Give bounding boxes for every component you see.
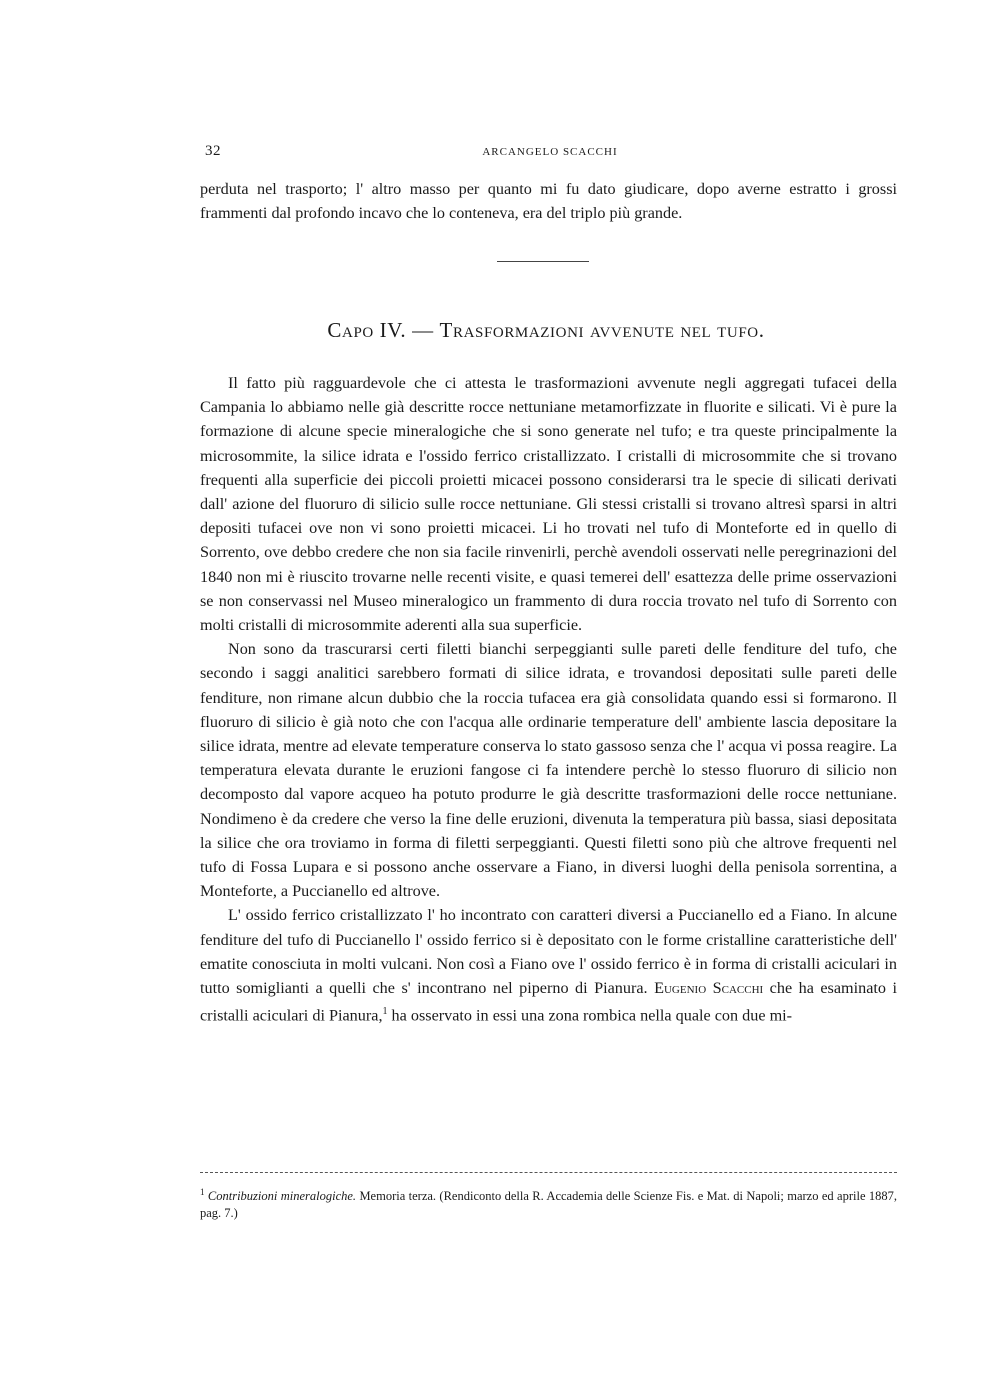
footnote-text: Memoria terza. (Rendiconto della R. Accademia delle Scienze Fis. e Mat. di Napoli; marzo ed aprile 1887, pag. 7.) [200,1189,897,1221]
body-paragraph-last [200,903,897,1027]
body-paragraph: Il fatto più ragguardevole che ci attesta le trasformazioni avvenute negli aggregati tufacei della Campania lo abbiamo nelle già descritte rocce nettuniane metamorfizzate in fluorite e silicati. Vi è pure la formazione di alcune specie mineralogiche che si sono generate nel tufo; e tra queste principalmente la microsommite, la silice idrata e l'ossido ferrico cristallizzato. I cristalli di microsommite che si trovano frequenti alla superficie dei piccoli proietti micacei possono considerarsi tra le specie di silicati derivati dall' azione del fluoruro di silicio sulle rocce nettuniane. Gli stessi cristalli si trovano altresì sparsi in altri depositi tufacei ove non vi sono proietti micacei. Li ho trovati nel tufo di Monteforte ed in quello di Sorrento, ove debbo credere che non sia facile rinvenirli, perchè avendoli osservati nelle peregrinazioni del 1840 non mi è riuscito trovarne nelle recenti visite, e quasi temerei dell' esattezza delle prime osservazioni se non conservassi nel Museo mineralogico un frammento di dura roccia trovato nel tufo di Sorrento con molti cristalli di microsommite aderenti alla sua superficie. [200,374,897,635]
footnote-mark: 1 [200,1187,205,1197]
footnote [200,1184,897,1222]
section-separator-rule [497,261,589,262]
page-number: 32 [205,143,221,159]
footnote-divider [200,1172,897,1173]
chapter-title: Trasformazioni avvenute nel tufo. [439,318,765,342]
chapter-body [200,371,897,1028]
chapter-dash: — [412,318,434,342]
body-paragraph: Non sono da trascurarsi certi filetti bianchi serpeggianti sulle pareti delle fenditure del tufo, che secondo i saggi analitici sarebbero formati di silice idrata, e trovandosi depositati sulle pareti delle fenditure, non rimane alcun dubbio che la roccia tufacea era già consolidata quando essi si formarono. Il fluoruro di silicio è già noto che con l'acqua alle ordinarie temperature dell' ambiente lascia depositare la silice idrata, mentre ad elevate temperature conserva lo stato gassoso senza che l' acqua vi possa reagire. La temperatura elevata durante le eruzioni fangose ci fa intendere perchè lo stesso fluoruro di silicio non decomposto dal vapore acqueo ha potuto produrre le già descritte trasformazioni delle rocce nettuniane. Nondimeno è da credere che verso la fine delle eruzioni, divenuta la temperatura più bassa, siasi depositata la silice che ora troviamo in forma di filetti serpeggianti. Questi filetti sono più che altrove frequenti nel tufo di Fossa Lupara e si possono anche osservare a Fiano, in diversi luoghi della penisola sorrentina, a Monteforte, a Puccianello ed altrove. [200,640,897,901]
paragraph-text: L' ossido ferrico cristallizzato l' ho incontrato con caratteri diversi a Puccianello ed a Fiano. In alcune fenditure del tufo di Puccianello l' ossido ferrico si è depositato con le forme cristalline caratteristiche dell' ematite conosciuta in molti vulcani. Non così a Fiano ove l' ossido ferrico è in forma di cristalli aciculari in tutto somiglianti a quelli che s' incontrano nel piperno di Pianura. [200,906,897,998]
footnote-reference[interactable]: 1 [382,1006,388,1018]
continuation-text-block [200,177,897,225]
paragraph-text: che ha esaminato i cristalli aciculari di Pianura, [200,979,897,1025]
running-title: ARCANGELO SCACCHI [482,146,618,158]
footnote-title: Contribuzioni mineralogiche. [207,1189,357,1204]
continuation-paragraph: perduta nel trasporto; l' altro masso per quanto mi fu dato giudicare, dopo averne estratto i grossi frammenti dal profondo incavo che lo conteneva, era del triplo più grande. [200,180,897,223]
chapter-heading [0,318,1000,343]
author-name: Eugenio Scacchi [654,979,764,998]
chapter-number: Capo IV. [327,318,407,342]
paragraph-text: ha osservato in essi una zona rombica nella quale con due mi- [387,1006,793,1025]
